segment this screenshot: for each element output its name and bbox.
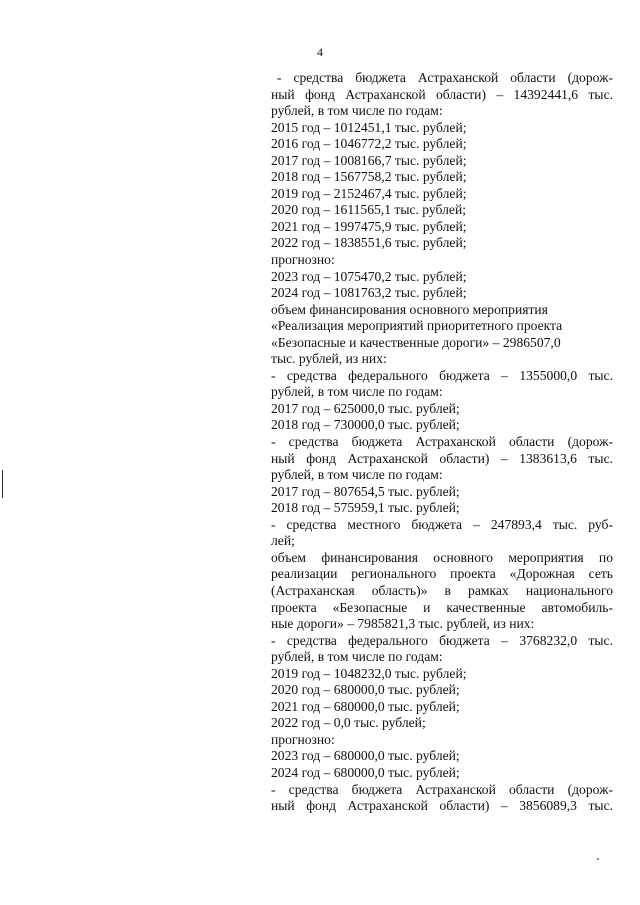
text-line: 2024 год – 680000,0 тыс. рублей; — [271, 764, 460, 780]
text-line: ный фонд Астраханской области) – 14392441,6 тыс. — [271, 86, 613, 102]
text-line: 2017 год – 807654,5 тыс. рублей; — [271, 483, 460, 499]
text-line: объем финансирования основного мероприятия — [271, 301, 548, 317]
margin-mark — [2, 470, 3, 498]
text-line: объем финансирования основного мероприятия по — [271, 549, 613, 565]
text-line: 2017 год – 625000,0 тыс. рублей; — [271, 400, 460, 416]
text-line: 2022 год – 1838551,6 тыс. рублей; — [271, 235, 467, 251]
text-line: 2018 год – 730000,0 тыс. рублей; — [271, 417, 460, 433]
text-line: 2023 год – 680000,0 тыс. рублей; — [271, 748, 460, 764]
text-line: 2021 год – 1997475,9 тыс. рублей; — [271, 218, 467, 234]
page-number: 4 — [317, 45, 323, 59]
text-line: «Реализация мероприятий приоритетного проекта — [271, 318, 563, 334]
text-line: ный фонд Астраханской области) – 1383613,6 тыс. — [271, 450, 613, 466]
text-line: 2018 год – 1567758,2 тыс. рублей; — [271, 169, 467, 185]
text-line: - средства бюджета Астраханской области (дорож- — [271, 781, 613, 797]
text-line: рублей, в том числе по годам: — [271, 103, 443, 119]
text-line: ный фонд Астраханской области) – 3856089,3 тыс. — [271, 798, 613, 814]
text-line: - средства бюджета Астраханской области (дорож- — [271, 434, 613, 450]
text-line: 2018 год – 575959,1 тыс. рублей; — [271, 500, 460, 516]
text-line: лей; — [271, 533, 295, 549]
text-line: 2019 год – 1048232,0 тыс. рублей; — [271, 665, 467, 681]
text-line: 2023 год – 1075470,2 тыс. рублей; — [271, 268, 467, 284]
text-line: 2020 год – 1611565,1 тыс. рублей; — [271, 202, 466, 218]
text-line: прогнозно: — [271, 731, 335, 747]
text-line: 2019 год – 2152467,4 тыс. рублей; — [271, 185, 467, 201]
text-line: (Астраханская область)» в рамках национального — [271, 582, 613, 598]
text-line: рублей, в том числе по годам: — [271, 384, 443, 400]
text-line: 2021 год – 680000,0 тыс. рублей; — [271, 698, 460, 714]
document-body — [271, 70, 613, 815]
text-line: 2017 год – 1008166,7 тыс. рублей; — [271, 152, 467, 168]
text-line: реализации регионального проекта «Дорожная сеть — [271, 566, 613, 582]
speck-mark — [597, 858, 599, 860]
text-line: рублей, в том числе по годам: — [271, 649, 443, 665]
text-line: проекта «Безопасные и качественные автомобиль- — [271, 599, 613, 615]
text-line: 2016 год – 1046772,2 тыс. рублей; — [271, 136, 467, 152]
text-line: рублей, в том числе по годам: — [271, 467, 443, 483]
text-line: «Безопасные и качественные дороги» – 2986507,0 — [271, 334, 561, 350]
text-line: 2024 год – 1081763,2 тыс. рублей; — [271, 285, 467, 301]
text-line: 2020 год – 680000,0 тыс. рублей; — [271, 682, 460, 698]
text-line: 2015 год – 1012451,1 тыс. рублей; — [271, 119, 467, 135]
text-line: тыс. рублей, из них: — [271, 351, 387, 367]
text-line: прогнозно: — [271, 252, 335, 268]
text-line: - средства федерального бюджета – 3768232,0 тыс. — [271, 632, 613, 648]
text-line: 2022 год – 0,0 тыс. рублей; — [271, 715, 426, 731]
text-line: - средства бюджета Астраханской области (дорож- — [277, 70, 613, 85]
text-line: - средства федерального бюджета – 1355000,0 тыс. — [271, 367, 613, 383]
text-line: ные дороги» – 7985821,3 тыс. рублей, из них: — [271, 616, 535, 632]
text-line: - средства местного бюджета – 247893,4 тыс. руб- — [271, 516, 613, 532]
